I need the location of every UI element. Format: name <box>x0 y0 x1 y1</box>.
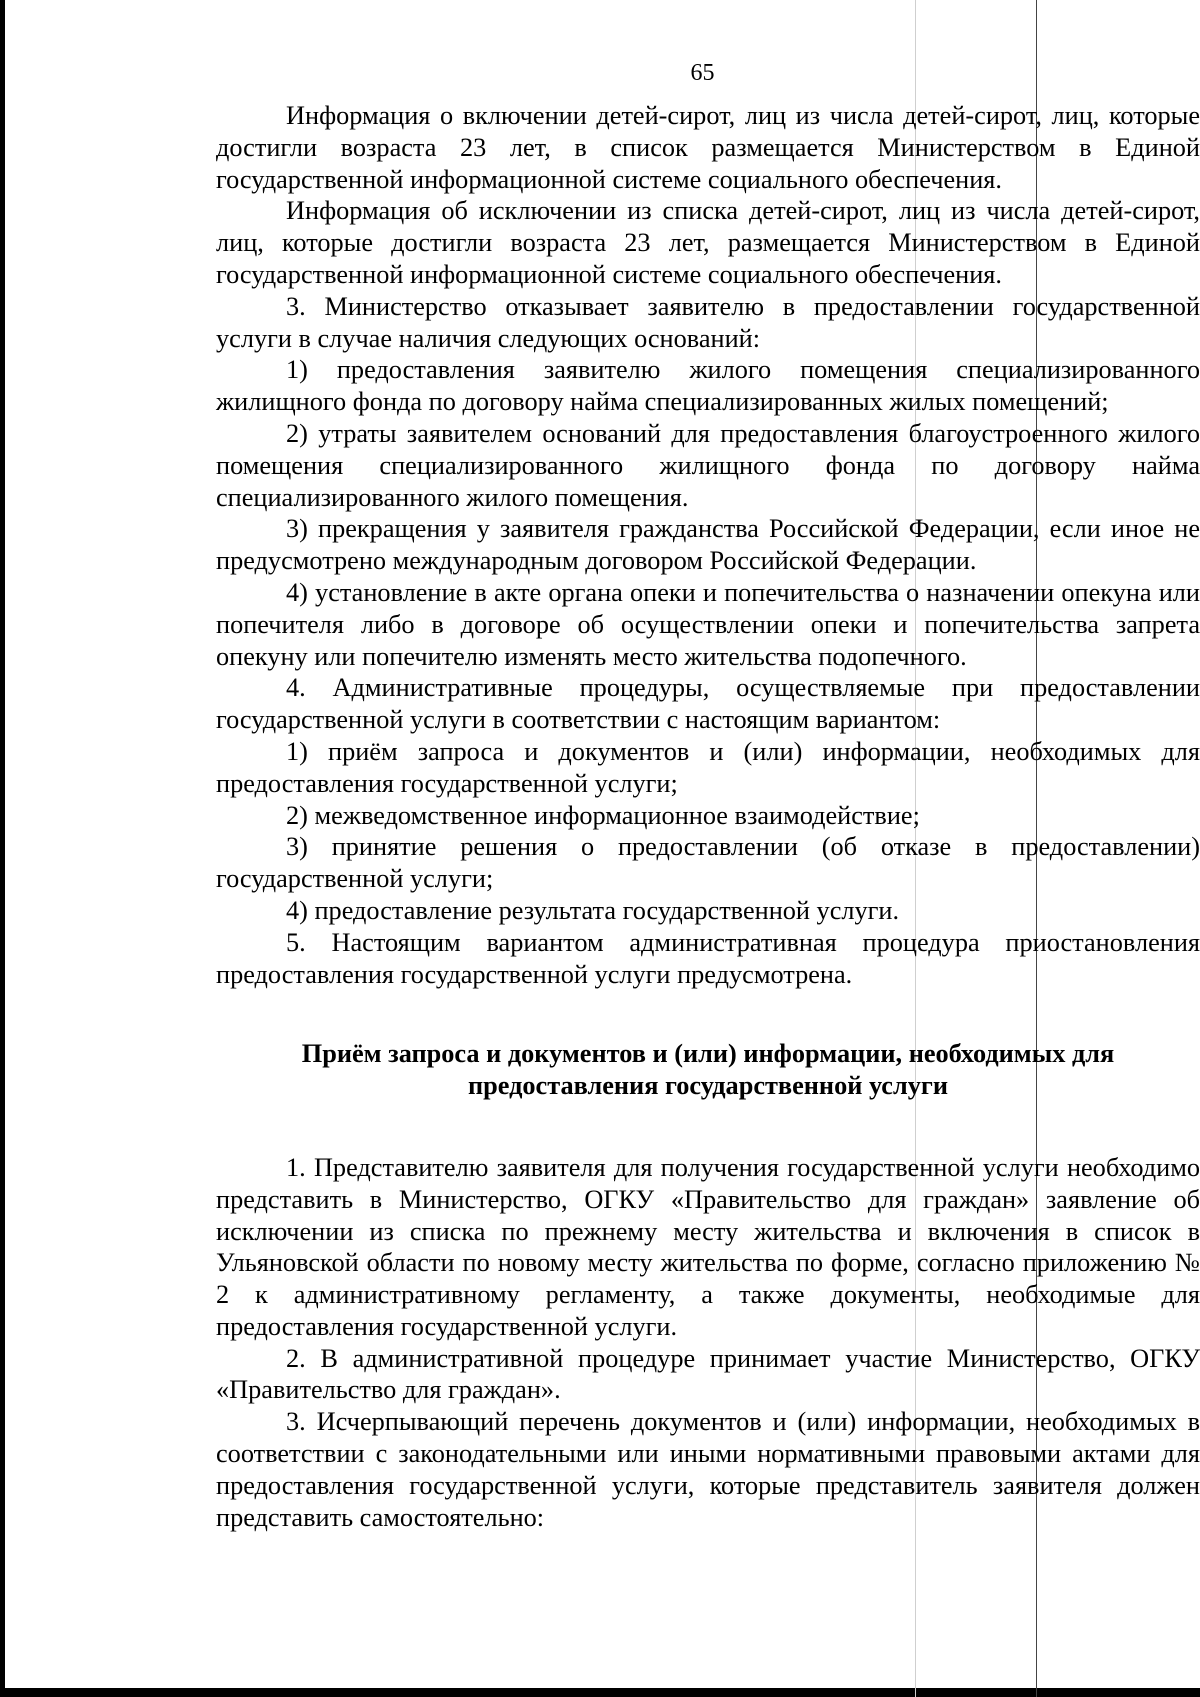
list-item-procedure-4: 4) предоставление результата государственной услуги. <box>286 895 900 925</box>
list-item-procedure-3: 3) принятие решения о предоставлении (об отказе в предоставлении) государственной услуги; <box>216 832 1200 894</box>
document-body <box>216 100 1200 1533</box>
paragraph-info-exclusion: Информация об исключении из списка детей-сирот, лиц из числа детей-сирот, лиц, которые достигли возраста 23 лет, размещается Министерством в Единой государственной информационной системе социального обеспечения. <box>216 196 1200 289</box>
scan-border-bottom <box>0 1688 1200 1697</box>
list-item-refusal-3: 3) прекращения у заявителя гражданства Российской Федерации, если иное не предусмотрено международным договором Российской Федерации. <box>216 514 1200 576</box>
list-item-procedure-1: 1) приём запроса и документов и (или) информации, необходимых для предоставления государственной услуги; <box>216 736 1200 798</box>
list-item-procedure-2: 2) межведомственное информационное взаимодействие; <box>286 800 920 830</box>
page-number: 65 <box>690 60 715 86</box>
paragraph-info-inclusion: Информация о включении детей-сирот, лиц из числа детей-сирот, лиц, которые достигли возраста 23 лет, в список размещается Министерством в Единой государственной информационной системе социального обеспечения. <box>216 101 1200 194</box>
paragraph-refusal-grounds: 3. Министерство отказывает заявителю в предоставлении государственной услуги в случае наличия следующих оснований: <box>216 291 1200 353</box>
paragraph-admin-procedures: 4. Административные процедуры, осуществляемые при предоставлении государственной услуги в соответствии с настоящим вариантом: <box>216 673 1200 735</box>
paragraph-submission: 1. Представителю заявителя для получения государственной услуги необходимо представить в Министерство, ОГКУ «Правительство для граждан» заявление об исключении из списка по прежнему месту жительства и включения в список в Ульяновской области по новому месту жительства по форме, согласно приложению № 2 к административному регламенту, а также документы, необходимые для предоставления государственной услуги. <box>216 1152 1200 1341</box>
list-item-refusal-2: 2) утраты заявителем оснований для предоставления благоустроенного жилого помещения специализированного жилищного фонда по договору найма специализированного жилого помещения. <box>216 418 1200 512</box>
scan-border-left <box>0 0 5 1697</box>
bottom-paragraphs <box>216 1152 1200 1534</box>
list-item-refusal-4: 4) установление в акте органа опеки и попечительства о назначении опекуна или попечителя либо в договоре об осуществлении опеки и попечительства запрета опекуну или попечителю изменять место жительства подопечного. <box>216 577 1200 671</box>
section-heading: Приём запроса и документов и (или) информации, необходимых для предоставления государственной услуги <box>301 1039 1115 1101</box>
paragraph-participants: 2. В административной процедуре принимает участие Министерство, ОГКУ «Правительство для граждан». <box>216 1343 1200 1405</box>
paragraph-suspension: 5. Настоящим вариантом административная процедура приостановления предоставления государственной услуги предусмотрена. <box>216 927 1200 989</box>
paragraph-documents-list: 3. Исчерпывающий перечень документов и (или) информации, необходимых в соответствии с законодательными или иными нормативными правовыми актами для предоставления государственной услуги, которые представитель заявителя должен представить самостоятельно: <box>216 1407 1200 1532</box>
top-paragraphs <box>216 100 1200 990</box>
list-item-refusal-1: 1) предоставления заявителю жилого помещения специализированного жилищного фонда по договору найма специализированных жилых помещений; <box>216 355 1200 417</box>
